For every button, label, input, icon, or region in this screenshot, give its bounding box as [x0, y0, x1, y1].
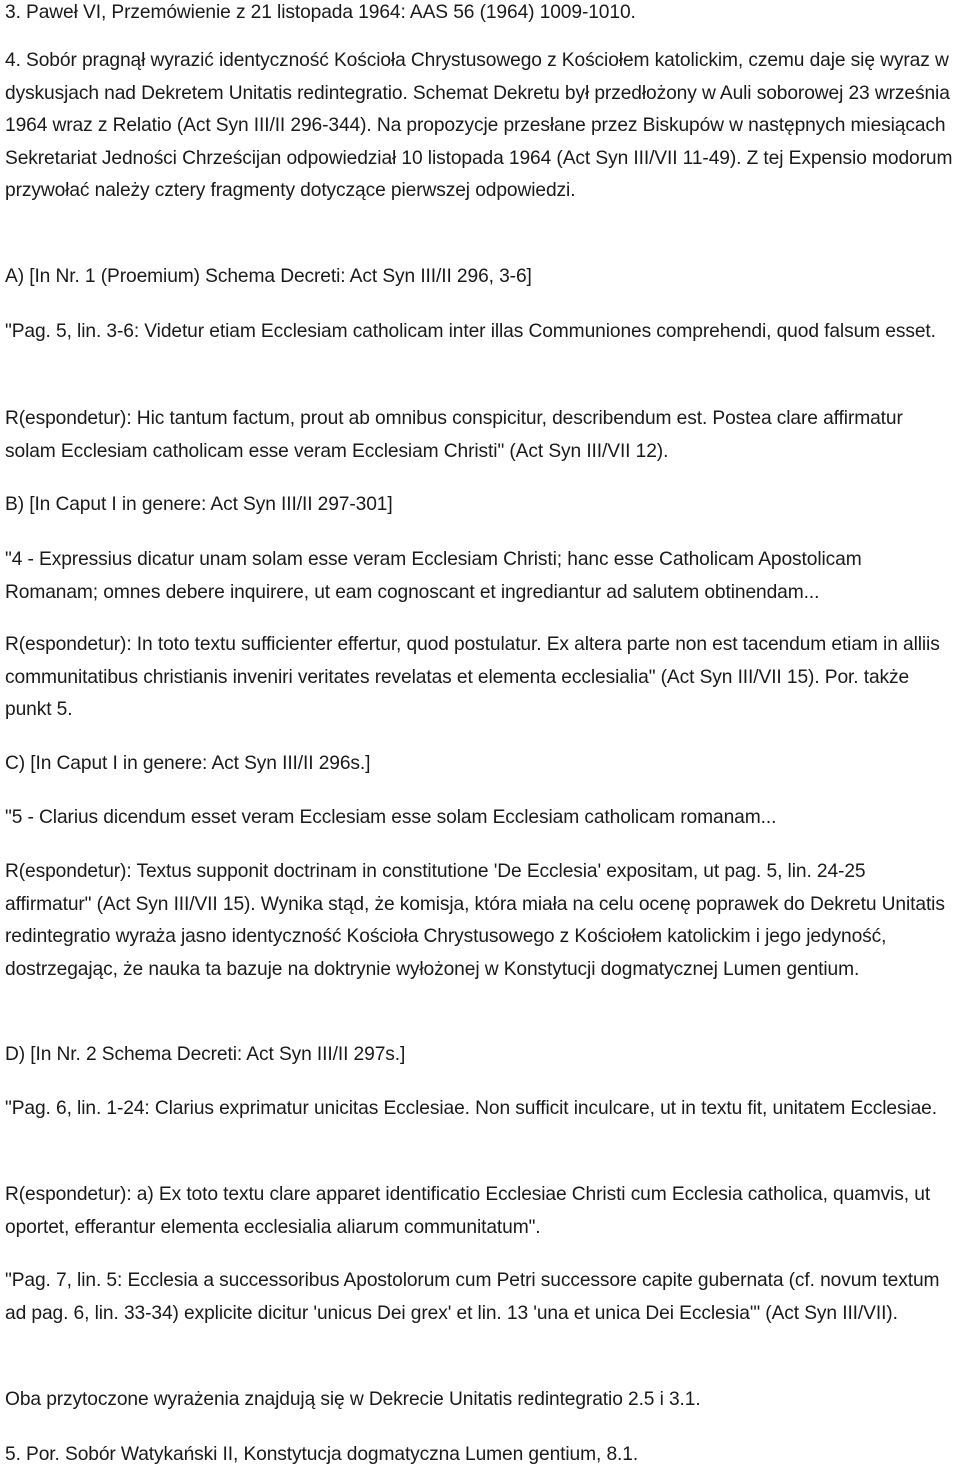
section-b-heading: B) [In Caput I in genere: Act Syn III/II 297-301] [5, 494, 393, 515]
section-a-heading: A) [In Nr. 1 (Proemium) Schema Decreti: Act Syn III/II 296, 3-6] [5, 266, 532, 287]
section-c-quote: "5 - Clarius dicendum esset veram Ecclesiam esse solam Ecclesiam catholicam romanam... [5, 807, 777, 828]
section-b-response: R(espondetur): In toto textu sufficienter effertur, quod postulatur. Ex altera parte non est tacendum etiam in alliis communitatibus christianis inveniri veritates revelatas et elementa ecclesialia" (Act Syn III/VII 15). Por. także punkt 5. [5, 634, 940, 720]
section-c-heading: C) [In Caput I in genere: Act Syn III/II 296s.] [5, 753, 371, 774]
section-d-heading: D) [In Nr. 2 Schema Decreti: Act Syn III/II 297s.] [5, 1044, 406, 1065]
section-c-response: R(espondetur): Textus supponit doctrinam in constitutione 'De Ecclesia' expositam, ut pag. 5, lin. 24-25 affirmatur" (Act Syn III/VII 15). Wynika stąd, że komisja, która miała na celu ocenę poprawek do Dekretu Unitatis redintegratio wyraża jasno identyczność Kościoła Chrystusowego z Kościołem katolickim i jego jedyność, dostrzegając, że nauka ta bazuje na doktrynie wyłożonej w Konstytucji dogmatycznej Lumen gentium. [5, 861, 945, 980]
section-a-response: R(espondetur): Hic tantum factum, prout ab omnibus conspicitur, describendum est. Postea clare affirmatur solam Ecclesiam catholicam esse veram Ecclesiam Christi" (Act Syn III/VII 12). [5, 408, 903, 462]
section-a-quote: "Pag. 5, lin. 3-6: Videtur etiam Ecclesiam catholicam inter illas Communiones comprehendi, quod falsum esset. [5, 321, 936, 342]
section-d-quote: "Pag. 6, lin. 1-24: Clarius exprimatur unicitas Ecclesiae. Non sufficit inculcare, ut in textu fit, unitatem Ecclesiae. [5, 1098, 937, 1119]
summary-note: Oba przytoczone wyrażenia znajdują się w Dekrecie Unitatis redintegratio 2.5 i 3.1. [5, 1389, 701, 1410]
section-d-quote-2: "Pag. 7, lin. 5: Ecclesia a successoribus Apostolorum cum Petri successore capite gubernata (cf. novum textum ad pag. 6, lin. 33-34) explicite dicitur 'unicus Dei grex' et lin. 13 'una et unica Dei Ecclesia'" (Act Syn III/VII). [5, 1270, 940, 1324]
section-d-response: R(espondetur): a) Ex toto textu clare apparet identificatio Ecclesiae Christi cum Ecclesia catholica, quamvis, ut oportet, efferantur elementa ecclesialia aliarum communitatum". [5, 1184, 931, 1238]
section-b-quote: "4 - Expressius dicatur unam solam esse veram Ecclesiam Christi; hanc esse Catholicam Apostolicam Romanam; omnes debere inquirere, ut eam cognoscant et ingrediantur ad salutem obtinendam... [5, 549, 862, 603]
footnote-4-intro: 4. Sobór pragnął wyrazić identyczność Kościoła Chrystusowego z Kościołem katolickim, czemu daje się wyraz w dyskusjach nad Dekretem Unitatis redintegratio. Schemat Dekretu był przedłożony w Auli soborowej 23 września 1964 wraz z Relatio (Act Syn III/II 296-344). Na propozycje przesłane przez Biskupów w następnych miesiącach Sekretariat Jedności Chrześcijan odpowiedział 10 listopada 1964 (Act Syn III/VII 11-49). Z tej Expensio modorum przywołać należy cztery fragmenty dotyczące pierwszej odpowiedzi. [5, 50, 953, 201]
footnote-5: 5. Por. Sobór Watykański II, Konstytucja dogmatyczna Lumen gentium, 8.1. [5, 1444, 639, 1465]
footnote-3: 3. Paweł VI, Przemówienie z 21 listopada 1964: AAS 56 (1964) 1009-1010. [5, 2, 636, 23]
